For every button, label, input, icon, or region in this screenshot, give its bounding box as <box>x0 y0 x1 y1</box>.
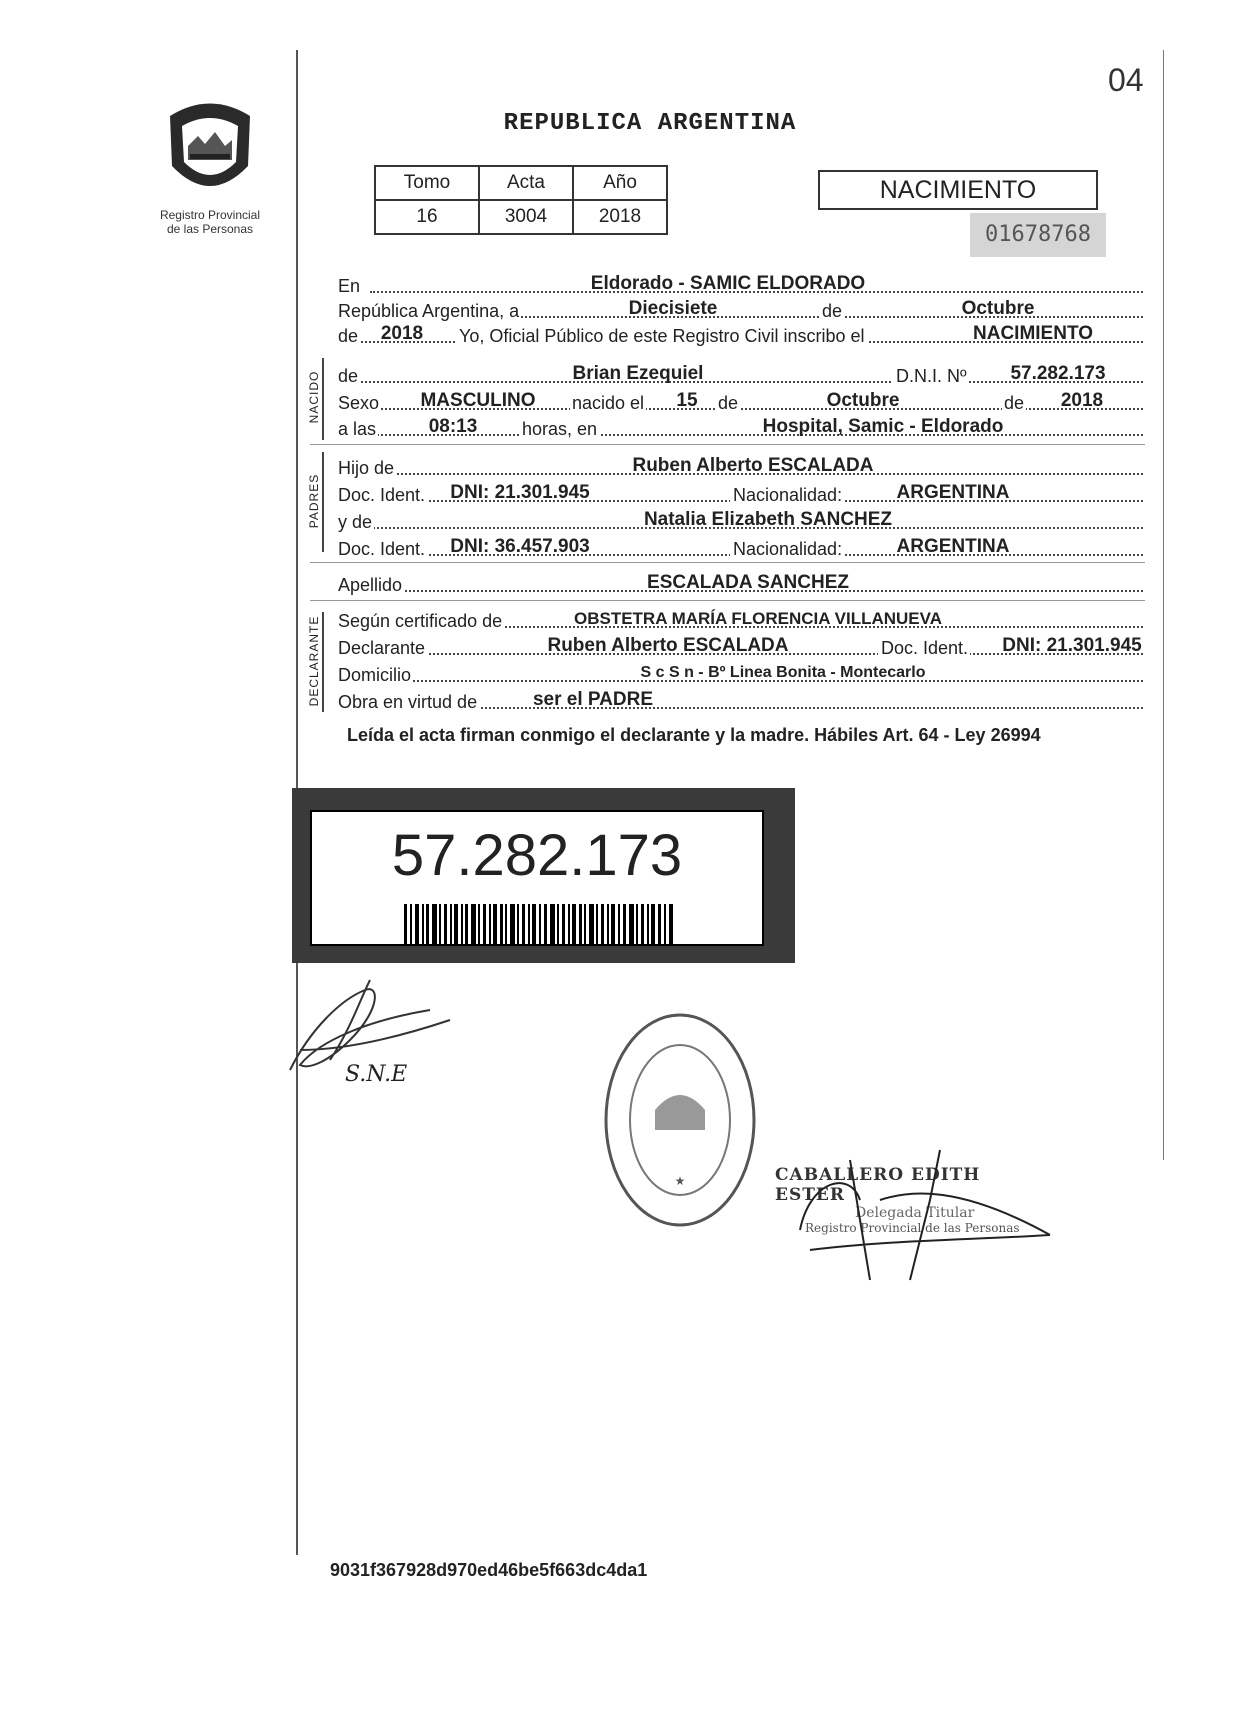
declarante-name-value: Ruben Alberto ESCALADA <box>547 635 789 656</box>
row-father-doc <box>338 482 1143 506</box>
birth-day-value: 15 <box>676 390 698 411</box>
child-dni-value: 57.282.173 <box>1010 363 1106 384</box>
birth-place-value: Hospital, Samic - Eldorado <box>762 416 1004 437</box>
right-margin-line <box>1163 50 1164 1160</box>
father-doc-label: Doc. Ident. <box>338 485 426 505</box>
document-hash: 9031f367928d970ed46be5f663dc4da1 <box>330 1560 648 1580</box>
en-label: En <box>338 276 361 296</box>
birth-month-value: Octubre <box>826 390 900 411</box>
svg-text:★: ★ <box>674 1174 686 1188</box>
republica-label: República Argentina, a <box>338 301 520 321</box>
row-hijo-de <box>338 455 1143 479</box>
day-words-value: Diecisiete <box>628 298 718 319</box>
father-doc-value: DNI: 21.301.945 <box>450 482 590 503</box>
row-apellido <box>338 572 1143 596</box>
nacido-de-label: de <box>338 366 359 386</box>
register-header-row <box>375 166 667 200</box>
tomo-header: Tomo <box>375 166 479 200</box>
mother-doc-label: Doc. Ident. <box>338 539 426 559</box>
oficial-text: Yo, Oficial Público de este Registro Civil inscribo el <box>456 326 867 347</box>
acta-header: Acta <box>479 166 573 200</box>
document-title: REPUBLICA ARGENTINA <box>503 110 797 137</box>
row-en <box>338 273 1143 297</box>
nacido-bar <box>322 358 324 440</box>
misiones-shield-logo <box>160 96 260 206</box>
father-name-value: Ruben Alberto ESCALADA <box>632 455 874 476</box>
anio-header: Año <box>573 166 667 200</box>
record-type-box: NACIMIENTO <box>818 170 1098 210</box>
official-name: CABALLERO EDITH ESTER <box>775 1165 981 1205</box>
logo-caption-line2: de las Personas <box>166 222 254 236</box>
mother-nat-value: ARGENTINA <box>896 536 1010 557</box>
birth-time-value: 08:13 <box>428 416 478 437</box>
inscribe-value: NACIMIENTO <box>973 323 1093 344</box>
horas-label: horas, en <box>522 419 598 439</box>
sexo-value: MASCULINO <box>420 390 536 411</box>
certificado-value: OBSTETRA MARÍA FLORENCIA VILLANUEVA <box>573 609 942 628</box>
serial-number-stamp: 01678768 <box>970 213 1106 257</box>
logo-caption-line1: Registro Provincial <box>159 208 261 222</box>
separator-2 <box>310 562 1145 563</box>
separator-3 <box>310 600 1145 601</box>
sexo-label: Sexo <box>338 393 380 413</box>
row-y-de <box>338 509 1143 533</box>
hijo-de-label: Hijo de <box>338 458 395 478</box>
barcode-label <box>310 810 764 946</box>
alas-label: a las <box>338 419 377 439</box>
apellido-label: Apellido <box>338 575 403 595</box>
declarante-section-label: DECLARANTE <box>307 615 321 707</box>
barcode-dni-number: 57.282.173 <box>391 823 683 888</box>
declarante-bar <box>322 612 324 712</box>
register-value-row <box>375 200 667 234</box>
acta-value: 3004 <box>479 200 573 234</box>
place-value: Eldorado - SAMIC ELDORADO <box>590 273 866 294</box>
birth-year-value: 2018 <box>1060 390 1104 411</box>
obra-value: ser el PADRE <box>532 689 654 710</box>
month-value: Octubre <box>961 298 1035 319</box>
official-signature <box>790 1140 1060 1290</box>
birth-de-label: de <box>718 393 739 413</box>
child-name-value: Brian Ezequiel <box>572 363 704 384</box>
row-nacido-name <box>338 363 1143 387</box>
row-declarante <box>338 635 1143 659</box>
official-role: Delegada Titular <box>855 1205 975 1221</box>
row-republica <box>338 298 1143 322</box>
mother-name-value: Natalia Elizabeth SANCHEZ <box>643 509 893 530</box>
mother-doc-value: DNI: 36.457.903 <box>450 536 590 557</box>
dni-label: D.N.I. Nº <box>893 366 969 387</box>
row-certificado <box>338 608 1143 632</box>
certificado-label: Según certificado de <box>338 611 503 631</box>
obra-label: Obra en virtud de <box>338 692 478 712</box>
y-de-label: y de <box>338 512 373 532</box>
registry-oval-seal <box>600 1010 760 1230</box>
legal-note: Leída el acta firman conmigo el declarante y la madre. Hábiles Art. 64 - Ley 26994 <box>347 725 1041 745</box>
register-table <box>374 165 668 235</box>
padres-bar <box>322 452 324 552</box>
father-nac-label: Nacionalidad: <box>730 485 844 506</box>
anio-value: 2018 <box>573 200 667 234</box>
nacido-section-label: NACIDO <box>307 370 321 424</box>
de-label: de <box>822 301 843 321</box>
declarante-label: Declarante <box>338 638 426 658</box>
barcode-image <box>404 904 674 944</box>
year-value: 2018 <box>380 323 424 344</box>
row-obra <box>338 689 1143 713</box>
birth-de2-label: de <box>1004 393 1025 413</box>
padres-section-label: PADRES <box>307 473 321 529</box>
de2-label: de <box>338 326 359 346</box>
mother-nac-label: Nacionalidad: <box>730 539 844 560</box>
declarante-doc-label: Doc. Ident. <box>878 638 970 659</box>
logo-caption <box>145 208 275 236</box>
tomo-value: 16 <box>375 200 479 234</box>
signature-initials: S.N.E <box>345 1062 408 1087</box>
father-nat-value: ARGENTINA <box>896 482 1010 503</box>
apellido-value: ESCALADA SANCHEZ <box>647 572 849 593</box>
nacido-el-label: nacido el <box>572 393 645 413</box>
row-domicilio <box>338 662 1143 686</box>
declarante-doc-value: DNI: 21.301.945 <box>1002 635 1142 656</box>
row-sexo <box>338 390 1143 414</box>
dni-barcode-sticker <box>292 788 795 963</box>
page-number: 04 <box>1108 62 1144 98</box>
domicilio-value: S c S n - Bº Linea Bonita - Montecarlo <box>640 664 926 681</box>
separator-1 <box>310 444 1145 445</box>
row-mother-doc <box>338 536 1143 560</box>
domicilio-label: Domicilio <box>338 665 412 685</box>
official-office: Registro Provincial de las Personas <box>805 1221 1020 1235</box>
row-de-year <box>338 323 1143 347</box>
row-hora <box>338 416 1143 440</box>
